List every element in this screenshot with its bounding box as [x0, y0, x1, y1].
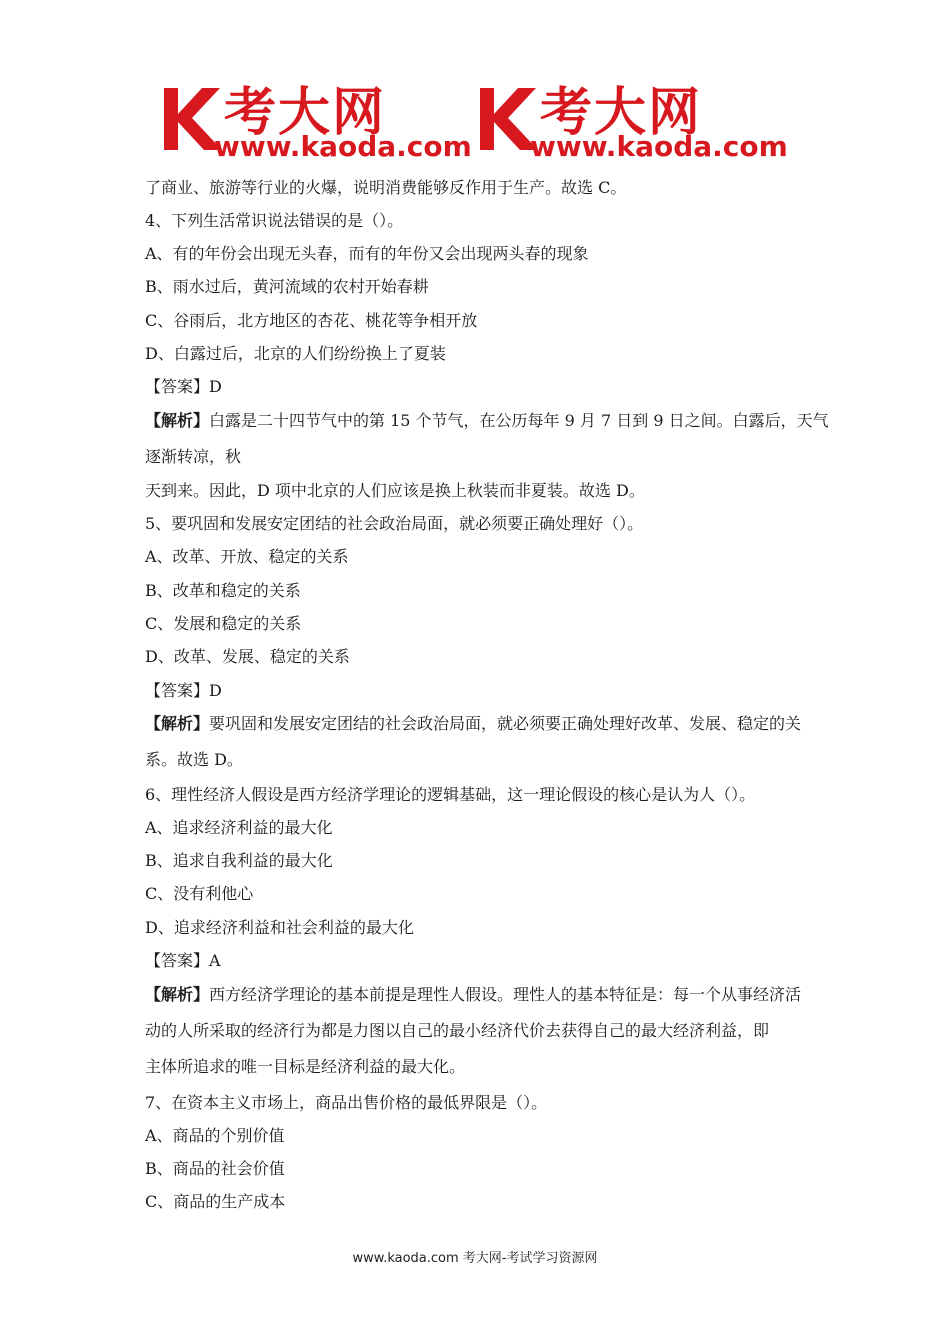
analysis-text: 系。故选 D。 — [145, 750, 243, 769]
question-4-option-c: C、谷雨后，北方地区的杏花、桃花等争相开放 — [145, 311, 478, 330]
kaoda-logo — [478, 76, 798, 162]
kaoda-logo — [162, 76, 482, 162]
page-footer: www.kaoda.com 考大网-考试学习资源网 — [352, 1251, 598, 1266]
question-4-analysis-cont: 天到来。因此，D 项中北京的人们应该是换上秋装而非夏装。故选 D。 — [145, 481, 645, 500]
question-6-option-d: D、追求经济利益和社会利益的最大化 — [145, 918, 414, 937]
prev-analysis-tail: 了商业、旅游等行业的火爆，说明消费能够反作用于生产。故选 C。 — [145, 178, 627, 197]
question-5-answer: 【答案】D — [145, 681, 222, 700]
question-4-analysis — [145, 411, 829, 467]
logo-url: www.kaoda.com — [530, 130, 788, 163]
analysis-tag: 【解析】 — [145, 411, 210, 430]
question-4-option-b: B、雨水过后，黄河流域的农村开始春耕 — [145, 277, 429, 296]
question-4-stem: 4、下列生活常识说法错误的是（）。 — [145, 211, 404, 230]
question-6-option-a: A、追求经济利益的最大化 — [145, 818, 333, 837]
analysis-tag: 【解析】 — [145, 714, 210, 733]
question-7-stem: 7、在资本主义市场上，商品出售价格的最低界限是（）。 — [145, 1093, 548, 1112]
question-5-option-a: A、改革、开放、稳定的关系 — [145, 547, 349, 566]
question-5-option-c: C、发展和稳定的关系 — [145, 614, 302, 633]
analysis-text: 动的人所采取的经济行为都是力图以自己的最小经济代价去获得自己的最大经济利益，即 — [145, 1021, 770, 1040]
question-4-answer: 【答案】D — [145, 377, 222, 396]
question-5-analysis — [145, 714, 810, 770]
question-7-option-c: C、商品的生产成本 — [145, 1192, 286, 1211]
question-7-option-a: A、商品的个别价值 — [145, 1126, 285, 1145]
logo-title: 考大网 — [224, 83, 387, 143]
question-6-analysis — [145, 985, 810, 1077]
question-5-option-b: B、改革和稳定的关系 — [145, 581, 301, 600]
question-6-stem: 6、理性经济人假设是西方经济学理论的逻辑基础，这一理论假设的核心是认为人（）。 — [145, 785, 756, 804]
question-7-option-b: B、商品的社会价值 — [145, 1159, 285, 1178]
analysis-text: 逐渐转凉，秋 — [145, 447, 242, 466]
question-5-option-d: D、改革、发展、稳定的关系 — [145, 647, 350, 666]
analysis-text: 主体所追求的唯一目标是经济利益的最大化。 — [145, 1057, 466, 1076]
logo-title: 考大网 — [540, 83, 703, 143]
logo-url: www.kaoda.com — [214, 130, 472, 163]
question-5-stem: 5、要巩固和发展安定团结的社会政治局面，就必须要正确处理好（）。 — [145, 514, 644, 533]
analysis-tag: 【解析】 — [145, 985, 210, 1004]
question-4-option-d: D、白露过后，北京的人们纷纷换上了夏装 — [145, 344, 446, 363]
question-6-answer: 【答案】A — [145, 951, 221, 970]
analysis-text: 白露是二十四节气中的第 15 个节气，在公历每年 9 月 7 日到 9 日之间。白露后，天气 — [209, 411, 829, 430]
analysis-text: 西方经济学理论的基本前提是理性人假设。理性人的基本特征是：每一个从事经济活 — [209, 985, 802, 1004]
question-6-option-b: B、追求自我利益的最大化 — [145, 851, 333, 870]
question-4-option-a: A、有的年份会出现无头春，而有的年份又会出现两头春的现象 — [145, 244, 589, 263]
analysis-text: 要巩固和发展安定团结的社会政治局面，就必须要正确处理好改革、发展、稳定的关 — [209, 714, 802, 733]
question-6-option-c: C、没有利他心 — [145, 884, 254, 903]
